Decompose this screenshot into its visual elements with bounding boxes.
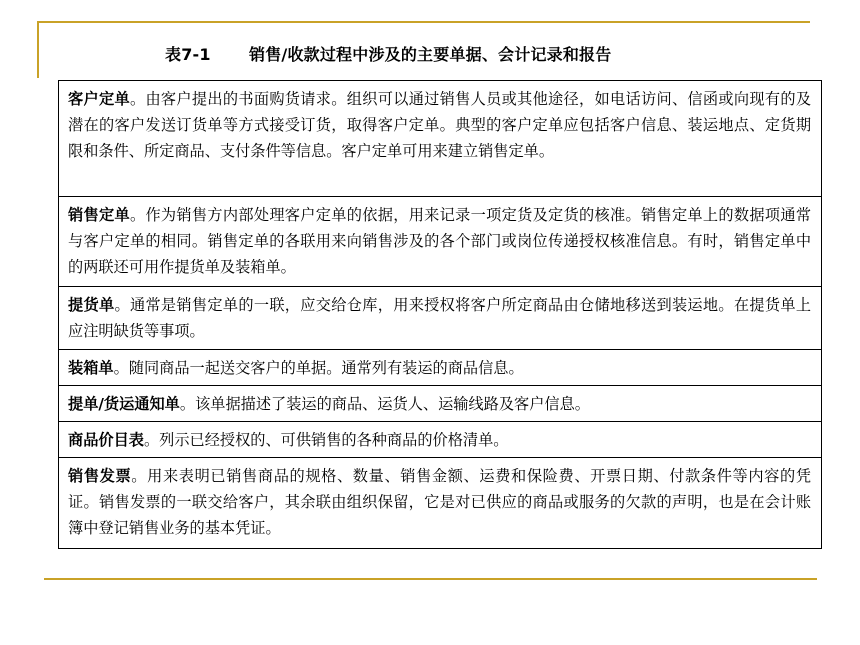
row-description: 。由客户提出的书面购货请求。组织可以通过销售人员或其他途径，如电话访问、信函或向现有的及潜在的客户发送订货单等方式接受订货，取得客户定单。典型的客户定单应包括客户信息、装运地点、定货期限和条件、所定商品、支付条件等信息。客户定单可用来建立销售定单。 (68, 90, 812, 160)
row-term: 装箱单 (68, 359, 114, 377)
row-term: 商品价目表 (68, 431, 144, 449)
row-description: 。作为销售方内部处理客户定单的依据，用来记录一项定货及定货的核准。销售定单上的数据项通常与客户定单的相同。销售定单的各联用来向销售涉及的各个部门或岗位传递授权核准信息。有时，销售定单中的两联还可用作提货单及装箱单。 (68, 206, 812, 276)
row-description: 。通常是销售定单的一联，应交给仓库，用来授权将客户所定商品由仓储地移送到装运地。在提货单上应注明缺货等事项。 (68, 296, 812, 340)
row-term: 销售定单 (68, 206, 130, 224)
table-title (165, 42, 611, 65)
row-term: 销售发票 (68, 467, 132, 485)
table-row (59, 350, 821, 386)
row-term: 提单/货运通知单 (68, 395, 180, 413)
bottom-decorative-rule (44, 578, 817, 580)
table-number: 表7-1 (165, 45, 211, 64)
table-row (59, 386, 821, 422)
documents-table (58, 80, 822, 549)
left-decorative-rule (37, 21, 39, 78)
table-caption: 销售/收款过程中涉及的主要单据、会计记录和报告 (249, 45, 612, 64)
top-decorative-rule (37, 21, 810, 23)
row-description: 。用来表明已销售商品的规格、数量、销售金额、运费和保险费、开票日期、付款条件等内容的凭证。销售发票的一联交给客户，其余联由组织保留，它是对已供应的商品或服务的欠款的声明，也是在会计账簿中登记销售业务的基本凭证。 (68, 467, 812, 537)
table-row (59, 287, 821, 350)
table-row (59, 458, 821, 548)
table-row (59, 422, 821, 458)
row-description: 。随同商品一起送交客户的单据。通常列有装运的商品信息。 (113, 359, 524, 377)
row-description: 。列示已经授权的、可供销售的各种商品的价格清单。 (143, 431, 509, 449)
row-description: 。该单据描述了装运的商品、运货人、运输线路及客户信息。 (179, 395, 590, 413)
table-row (59, 81, 821, 197)
row-term: 提货单 (68, 296, 115, 314)
table-row (59, 197, 821, 287)
row-term: 客户定单 (68, 90, 130, 108)
